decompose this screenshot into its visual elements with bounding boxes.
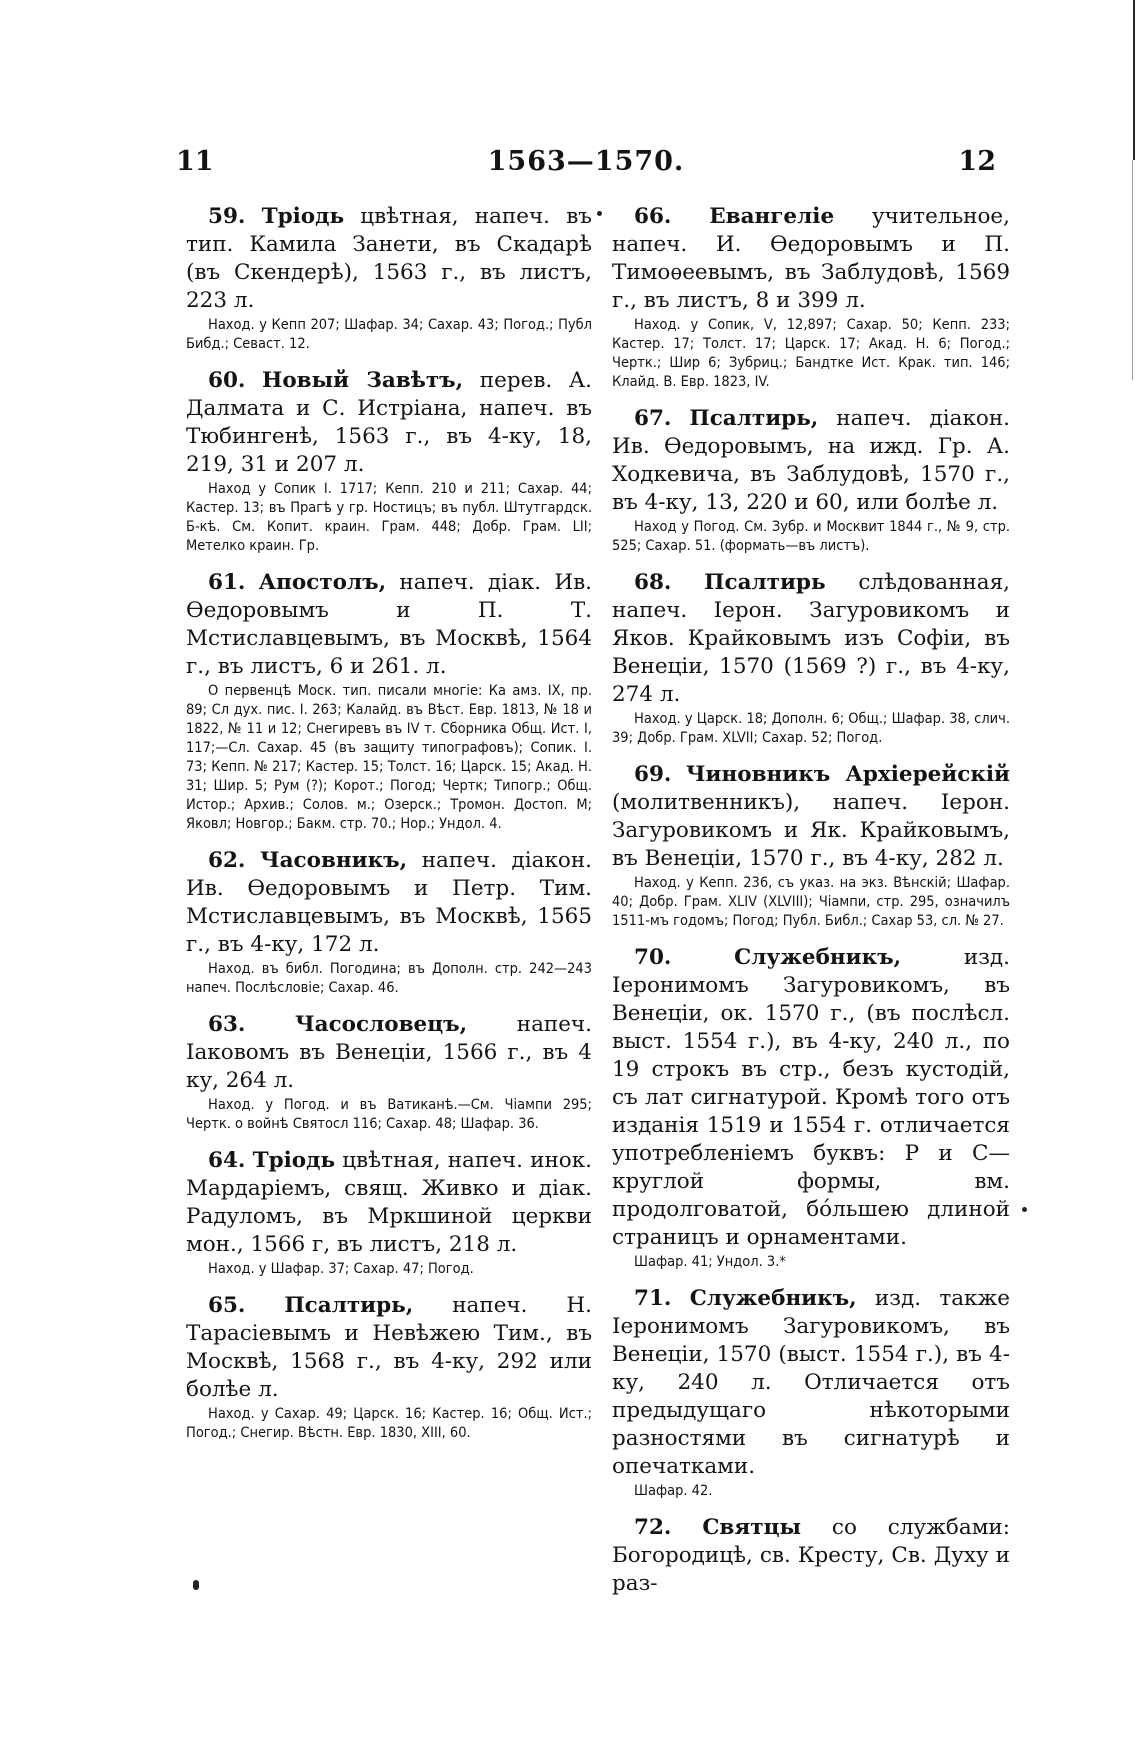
catalog-entry-71 — [612, 1285, 1010, 1501]
entry-references: Наход. у Шафар. 37; Сахар. 47; Погод. — [208, 1261, 474, 1277]
entry-number: 59. — [208, 204, 246, 229]
entry-description: напеч. діак. Ив. Ѳедоровымъ и П. Т. Мстиславцевымъ, въ Москвѣ, 1564 г., въ листъ, 6 и 261. л. — [186, 570, 593, 679]
catalog-entry-61 — [186, 569, 592, 834]
entry-title: Часовникъ, — [259, 848, 408, 873]
entry-text — [186, 569, 592, 681]
entry-description: слѣдованная, напеч. Іерон. Загуровикомъ и Яков. Крайковымъ изъ Софіи, въ Венеціи, 1570 (1569 ?) г., въ 4-ку, 274 л. — [612, 570, 1010, 707]
catalog-entry-68 — [612, 569, 1010, 748]
entry-text — [612, 569, 1010, 709]
entry-text — [186, 1292, 592, 1404]
margin-dot-top — [597, 211, 602, 216]
catalog-entry-64 — [186, 1147, 592, 1279]
entry-references: Наход. у Погод. и въ Ватиканѣ.—См. Чіампи 295; Чертк. о войнѣ Святосл 116; Сахар. 48; Шафар. 36. — [186, 1097, 592, 1132]
entry-title: Новый Завѣтъ, — [262, 368, 464, 393]
catalog-entry-63 — [186, 1011, 592, 1134]
entry-text — [186, 847, 592, 959]
entry-title: Псалтирь, — [284, 1293, 414, 1318]
entry-references: Наход у Сопик I. 1717; Кепп. 210 и 211; Сахар. 44; Кастер. 13; въ Прагѣ у гр. Ностицъ; въ публ. Штутгардск. Б-кѣ. См. Копит. краин. Грам. 448; Добр. Грам. LII; Метелко краин. Гр. — [186, 481, 592, 554]
entry-references: Наход. въ библ. Погодина; въ Дополн. стр. 242—243 напеч. Послѣсловіе; Сахар. 46. — [186, 961, 592, 996]
entry-description: (молитвенникъ), напеч. Іерон. Загуровикомъ и Як. Крайковымъ, въ Венеціи, 1570 г., въ 4-ку, 282 л. — [612, 790, 1010, 871]
entry-description: изд. Іеронимомъ Загуровикомъ, въ Венеціи, ок. 1570 г., (въ послѣсл. выст. 1554 г.), въ 4-ку, 240 л., по 19 строкъ въ стр., безъ кустодій, съ лат сигнатурой. Кромѣ того отъ изданія 1519 и 1554 г. отличается употребленіемъ буквъ: Р и С—круглой формы, вм. продолговатой, бо́льшею длиной страницъ и орнаментами. — [612, 945, 1010, 1250]
entry-number: 69. — [634, 762, 672, 787]
entry-references: Наход. у Сопик, V, 12,897; Сахар. 50; Кепп. 233; Кастер. 17; Толст. 17; Царск. 17; Акад. Н. 6; Погод.; Чертк.; Шир 6; Зубриц.; Бандтке Ист. Крак. тип. 146; Клайд. В. Евр. 1823, IV. — [612, 317, 1010, 390]
entry-number: 71. — [634, 1286, 672, 1311]
entry-number: 67. — [634, 406, 672, 431]
right-page-number: 12 — [958, 146, 996, 177]
entry-references: Наход. у Царск. 18; Дополн. 6; Общ.; Шафар. 38, слич. 39; Добр. Грам. XLVII; Сахар. 52; Погод. — [612, 711, 1010, 746]
entry-title: Чиновникъ Архіерейскій — [685, 762, 1010, 787]
entry-text — [612, 1285, 1010, 1481]
entry-references: Шафар. 41; Ундол. 3.* — [634, 1254, 786, 1270]
entry-references: Наход. у Кепп 207; Шафар. 34; Сахар. 43; Погод.; Публ Бибд.; Севаст. 12. — [186, 317, 592, 352]
left-column — [186, 203, 592, 1456]
entry-text — [186, 1011, 592, 1095]
entry-description: цвѣтная, напеч. въ тип. Камила Занети, въ Скадарѣ (въ Скендерѣ), 1563 г., въ листъ, 223 л. — [186, 204, 592, 313]
entry-title: Псалтирь, — [689, 406, 819, 431]
catalog-entry-65 — [186, 1292, 592, 1443]
entry-number: 72. — [634, 1515, 672, 1540]
catalog-entry-60 — [186, 367, 592, 556]
entry-references: Шафар. 42. — [634, 1483, 713, 1499]
catalog-entry-72 — [612, 1514, 1010, 1598]
entry-description: перев. А. Далмата и С. Истріана, напеч. въ Тюбингенѣ, 1563 г., въ 4-ку, 18, 219, 31 и 207 л. — [186, 368, 592, 477]
entry-title: Часословецъ, — [295, 1012, 468, 1037]
entry-description: изд. также Іеронимомъ Загуровикомъ, въ Венеціи, 1570 (выст. 1554 г.), въ 4-ку, 240 л. Отличается отъ предыдущаго нѣкоторыми разностями въ сигнатурѣ и опечатками. — [612, 1286, 1010, 1479]
catalog-entry-59 — [186, 203, 592, 354]
entry-text — [612, 405, 1010, 517]
entry-references: Наход. у Сахар. 49; Царск. 16; Кастер. 16; Общ. Ист.; Погод.; Снегир. Вѣстн. Евр. 1830, XIII, 60. — [186, 1406, 592, 1441]
catalog-entry-70 — [612, 944, 1010, 1272]
catalog-entry-66 — [612, 203, 1010, 392]
entry-number: 66. — [634, 204, 672, 229]
entry-number: 70. — [634, 945, 672, 970]
entry-description: напеч. Н. Тарасіевымъ и Невѣжею Тим., въ Москвѣ, 1568 г., въ 4-ку, 292 или болѣе л. — [186, 1293, 593, 1402]
entry-number: 62. — [208, 848, 246, 873]
entry-number: 61. — [208, 570, 246, 595]
entry-references: Наход у Погод. См. Зубр. и Москвит 1844 г., № 9, стр. 525; Сахар. 51. (формать—въ листъ). — [612, 519, 1010, 554]
entry-title: Служебникъ, — [734, 945, 902, 970]
entry-title: Святцы — [702, 1515, 802, 1540]
entry-references: Наход. у Кепп. 236, съ указ. на экз. Вѣнскій; Шафар. 40; Добр. Грам. XLIV (XLVIII); Чіампи, стр. 295, означилъ 1511-мъ годомъ; Погод; Публ. Библ.; Сахар 53, сл. № 27. — [612, 875, 1010, 929]
entry-number: 60. — [208, 368, 246, 393]
page-header — [176, 146, 996, 186]
entry-number: 65. — [208, 1293, 246, 1318]
entry-title: Псалтирь — [704, 570, 826, 595]
entry-description: напеч. діакон. Ив. Ѳедоровымъ, на ижд. Гр. А. Ходкевича, въ Заблудовѣ, 1570 г., въ 4-ку, 13, 220 и 60, или болѣе л. — [612, 406, 1010, 515]
entry-text — [612, 944, 1010, 1252]
entry-description: со службами: Богородицѣ, св. Кресту, Св. Духу и раз- — [612, 1515, 1010, 1596]
entry-text — [612, 1514, 1010, 1598]
entry-number: 68. — [634, 570, 672, 595]
entry-text — [186, 367, 592, 479]
entry-description: учительное, напеч. И. Ѳедоровымъ и П. Тимоѳеевымъ, въ Заблудовѣ, 1569 г., въ листъ, 8 и 399 л. — [612, 204, 1010, 313]
entry-title: Тріодь — [261, 204, 345, 229]
entry-text — [186, 1147, 592, 1259]
entry-title: Апостолъ, — [258, 570, 387, 595]
entry-description: напеч. діакон. Ив. Ѳедоровымъ и Петр. Тим. Мстиславцевымъ, въ Москвѣ, 1565 г., въ 4-ку, 172 л. — [186, 848, 592, 957]
left-page-number: 11 — [176, 146, 214, 177]
right-column — [612, 203, 1010, 1611]
margin-dot-right — [1022, 1207, 1027, 1212]
entry-title: Служебникъ, — [689, 1286, 857, 1311]
margin-dot-bottom — [193, 1580, 199, 1590]
page-title: 1563—1570. — [487, 146, 685, 177]
entry-number: 64. — [208, 1148, 246, 1173]
catalog-entry-69 — [612, 761, 1010, 931]
catalog-entry-62 — [186, 847, 592, 998]
page-edge-line — [1133, 0, 1135, 160]
entry-text — [612, 761, 1010, 873]
catalog-entry-67 — [612, 405, 1010, 556]
entry-references: О первенцѣ Моск. тип. писали многіе: Ка амз. IX, пр. 89; Сл дух. пис. I. 263; Калайд. въ Вѣст. Евр. 1813, № 18 и 1822, № 11 и 12; Снегиревъ въ IV т. Сборника Общ. Ист. I, 117;—Сл. Сахар. 45 (въ защиту типографовъ); Сопик. I. 73; Кепп. № 217; Кастер. 15; Толст. 16; Царск. 15; Акад. Н. 31; Шир. 5; Рум (?); Корот.; Погод; Чертк; Типогр.; Общ. Истор.; Архив.; Солов. м.; Озерск.; Тромон. Достоп. М; Яковл; Новгор.; Бакм. стр. 70.; Нор.; Ундол. 4. — [186, 683, 592, 832]
page-edge-line-lower — [1132, 160, 1133, 380]
entry-title: Евангеліе — [709, 204, 835, 229]
entry-number: 63. — [208, 1012, 246, 1037]
entry-title: Тріодь — [252, 1148, 336, 1173]
entry-description: цвѣтная, напеч. инок. Мардаріемъ, свящ. Живко и діак. Радуломъ, въ Мркшиной церкви мон., 1566 г, въ листъ, 218 л. — [186, 1148, 592, 1257]
entry-text — [612, 203, 1010, 315]
entry-text — [186, 203, 592, 315]
entry-description: напеч. Іаковомъ въ Венеціи, 1566 г., въ 4 ку, 264 л. — [186, 1012, 592, 1093]
